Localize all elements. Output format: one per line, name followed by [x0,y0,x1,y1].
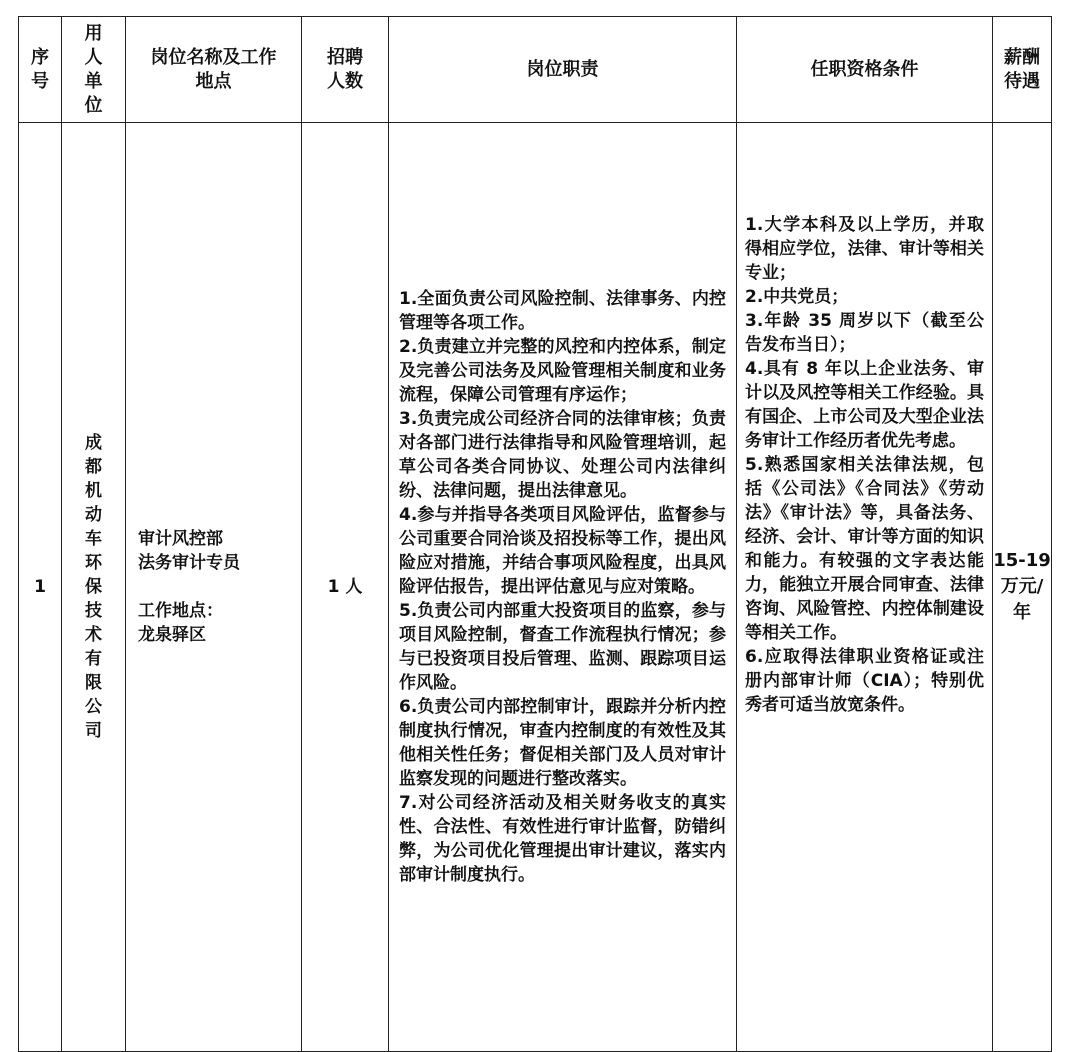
header-qualifications: 任职资格条件 [737,17,993,123]
salary-range: 15-19 [993,550,1051,571]
duty-item: 4.参与并指导各类项目风险评估，监督参与公司重要合同洽谈及招投标等工作，提出风险应对措施，并结合事项风险程度，出具风险评估报告，提出评估意见与应对策略。 [399,505,726,597]
cell-position [126,123,302,1052]
salary-unit: 万元/ [1000,576,1044,597]
cell-duties [389,123,737,1052]
recruitment-table [18,16,1052,1052]
cell-salary [993,123,1052,1052]
qualification-item: 6.应取得法律职业资格证或注册内部审计师（CIA）；特别优秀者可适当放宽条件。 [745,647,984,715]
qualification-item: 1.大学本科及以上学历，并取得相应学位，法律、审计等相关专业； [745,215,984,283]
cell-employer: 成都机动车环保技术有限公司 [62,123,126,1052]
table-row [19,123,1052,1052]
duty-item: 6.负责公司内部控制审计，跟踪并分析内控制度执行情况，审查内控制度的有效性及其他相关性任务；督促相关部门及人员对审计监察发现的问题进行整改落实。 [399,697,726,789]
header-row [19,17,1052,123]
salary-period: 年 [1013,602,1031,623]
location-label: 工作地点： [138,601,223,621]
duty-item: 7.对公司经济活动及相关财务收支的真实性、合法性、有效性进行审计监督，防错纠弊，为公司优化管理提出审计建议，落实内部审计制度执行。 [399,793,726,885]
qualification-item: 5.熟悉国家相关法律法规，包括《公司法》《合同法》《劳动法》《审计法》等，具备法务、经济、会计、审计等方面的知识和能力。有较强的文字表达能力，能独立开展合同审查、法律咨询、风险管控、内控体制建设等相关工作。 [745,455,984,643]
cell-seq: 1 [19,123,62,1052]
duty-item: 2.负责建立并完整的风控和内控体系，制定及完善公司法务及风险管理相关制度和业务流程，保障公司管理有序运作； [399,337,726,405]
qualification-item: 3.年龄 35 周岁以下（截至公告发布当日）； [745,311,984,355]
qualification-item: 2.中共党员； [745,287,849,307]
header-seq: 序号 [19,17,62,123]
qualification-item: 4.具有 8 年以上企业法务、审计以及风控等相关工作经验。具有国企、上市公司及大型企业法务审计工作经历者优先考虑。 [745,359,984,451]
header-position: 岗位名称及工作地点 [126,17,302,123]
header-duties: 岗位职责 [389,17,737,123]
duty-item: 3.负责完成公司经济合同的法律审核；负责对各部门进行法律指导和风险管理培训，起草公司各类合同协议、处理公司内法律纠纷、法律问题，提出法律意见。 [399,409,726,501]
position-title: 审计风控部 [138,529,223,549]
cell-qualifications [737,123,993,1052]
header-count: 招聘人数 [302,17,389,123]
duty-item: 5.负责公司内部重大投资项目的监察，参与项目风险控制，督查工作流程执行情况；参与已投资项目投后管理、监测、跟踪项目运作风险。 [399,601,726,693]
position-subtitle: 法务审计专员 [138,553,240,573]
header-employer: 用人单位 [62,17,126,123]
cell-count: 1 人 [302,123,389,1052]
duty-item: 1.全面负责公司风险控制、法律事务、内控管理等各项工作。 [399,289,726,333]
location-value: 龙泉驿区 [138,625,206,645]
header-salary: 薪酬待遇 [993,17,1052,123]
